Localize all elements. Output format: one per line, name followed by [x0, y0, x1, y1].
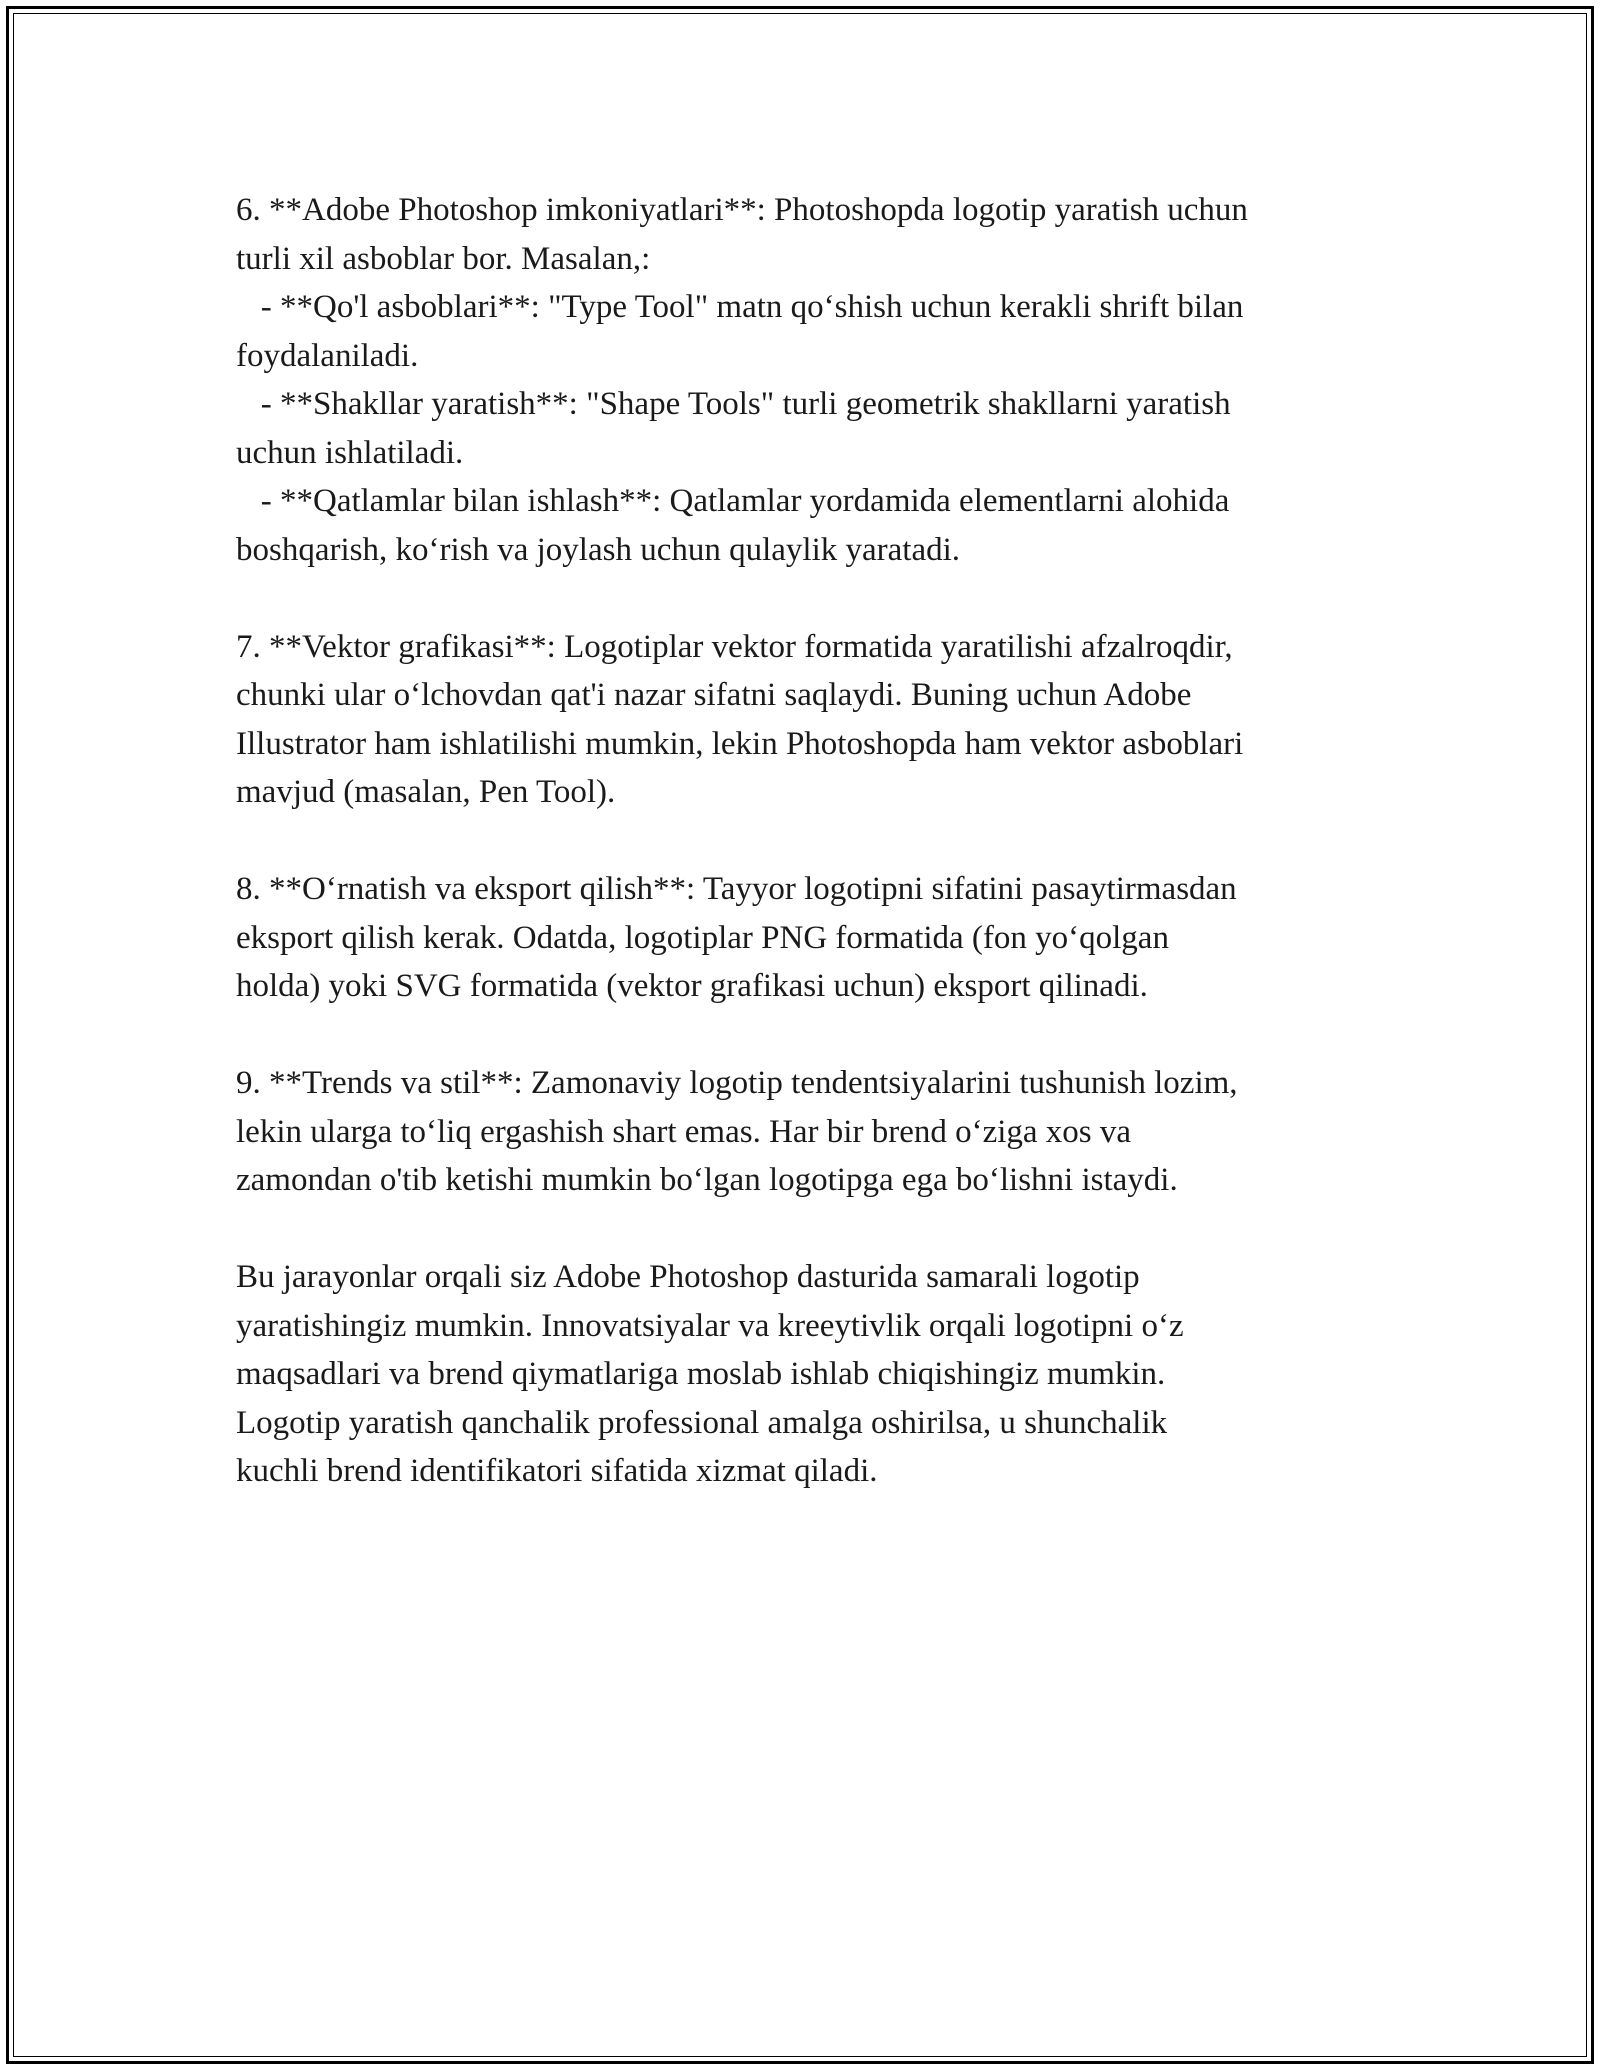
paragraph-spacer — [236, 1205, 1386, 1254]
text-line: - **Shakllar yaratish**: "Shape Tools" turli geometrik shakllarni yaratish — [236, 386, 1231, 422]
text-line: mavjud (masalan, Pen Tool). — [236, 774, 616, 810]
text-line: zamondan o'tib ketishi mumkin bo‘lgan logotipga ega bo‘lishni istaydi. — [236, 1162, 1178, 1198]
text-line: maqsadlari va brend qiymatlariga moslab ishlab chiqishingiz mumkin. — [236, 1356, 1166, 1392]
text-line: yaratishingiz mumkin. Innovatsiyalar va kreeytivlik orqali logotipni o‘z — [236, 1307, 1184, 1344]
text-line: boshqarish, ko‘rish va joylash uchun qulaylik yaratadi. — [236, 531, 961, 568]
text-line: chunki ular o‘lchovdan qat'i nazar sifatni saqlaydi. Buning uchun Adobe — [236, 677, 1192, 713]
document-body — [236, 186, 1386, 1496]
paragraph-spacer — [236, 574, 1386, 623]
text-line: Illustrator ham ishlatilishi mumkin, lekin Photoshopda ham vektor asboblari — [236, 725, 1244, 762]
text-line: 7. **Vektor grafikasi**: Logotiplar vektor formatida yaratilishi afzalroqdir, — [236, 628, 1233, 665]
text-line: 8. **O‘rnatish va eksport qilish**: Tayyor logotipni sifatini pasaytirmasdan — [236, 871, 1237, 907]
paragraph-conclusion — [236, 1253, 1386, 1496]
paragraph-9 — [236, 1059, 1386, 1205]
text-line: Bu jarayonlar orqali siz Adobe Photoshop dasturida samarali logotip — [236, 1259, 1140, 1295]
text-line: 6. **Adobe Photoshop imkoniyatlari**: Photoshopda logotip yaratish uchun — [236, 192, 1248, 228]
paragraph-6 — [236, 186, 1386, 574]
text-line: holda) yoki SVG formatida (vektor grafikasi uchun) eksport qilinadi. — [236, 968, 1148, 1004]
text-line: foydalaniladi. — [236, 337, 419, 374]
text-line: Logotip yaratish qanchalik professional amalga oshirilsa, u shunchalik — [236, 1404, 1168, 1441]
paragraph-spacer — [236, 1011, 1386, 1060]
text-line: turli xil asboblar bor. Masalan,: — [236, 240, 651, 277]
text-line: - **Qo'l asboblari**: "Type Tool" matn qo‘shish uchun kerakli shrift bilan — [236, 289, 1244, 325]
text-line: uchun ishlatiladi. — [236, 434, 464, 471]
text-line: - **Qatlamlar bilan ishlash**: Qatlamlar yordamida elementlarni alohida — [236, 483, 1230, 519]
text-line: eksport qilish kerak. Odatda, logotiplar PNG formatida (fon yo‘qolgan — [236, 919, 1169, 956]
text-line: 9. **Trends va stil**: Zamonaviy logotip tendentsiyalarini tushunish lozim, — [236, 1065, 1238, 1101]
paragraph-7 — [236, 623, 1386, 817]
paragraph-8 — [236, 865, 1386, 1011]
paragraph-spacer — [236, 817, 1386, 866]
text-line: lekin ularga to‘liq ergashish shart emas. Har bir brend o‘ziga xos va — [236, 1113, 1132, 1150]
text-line: kuchli brend identifikatori sifatida xizmat qiladi. — [236, 1453, 878, 1489]
